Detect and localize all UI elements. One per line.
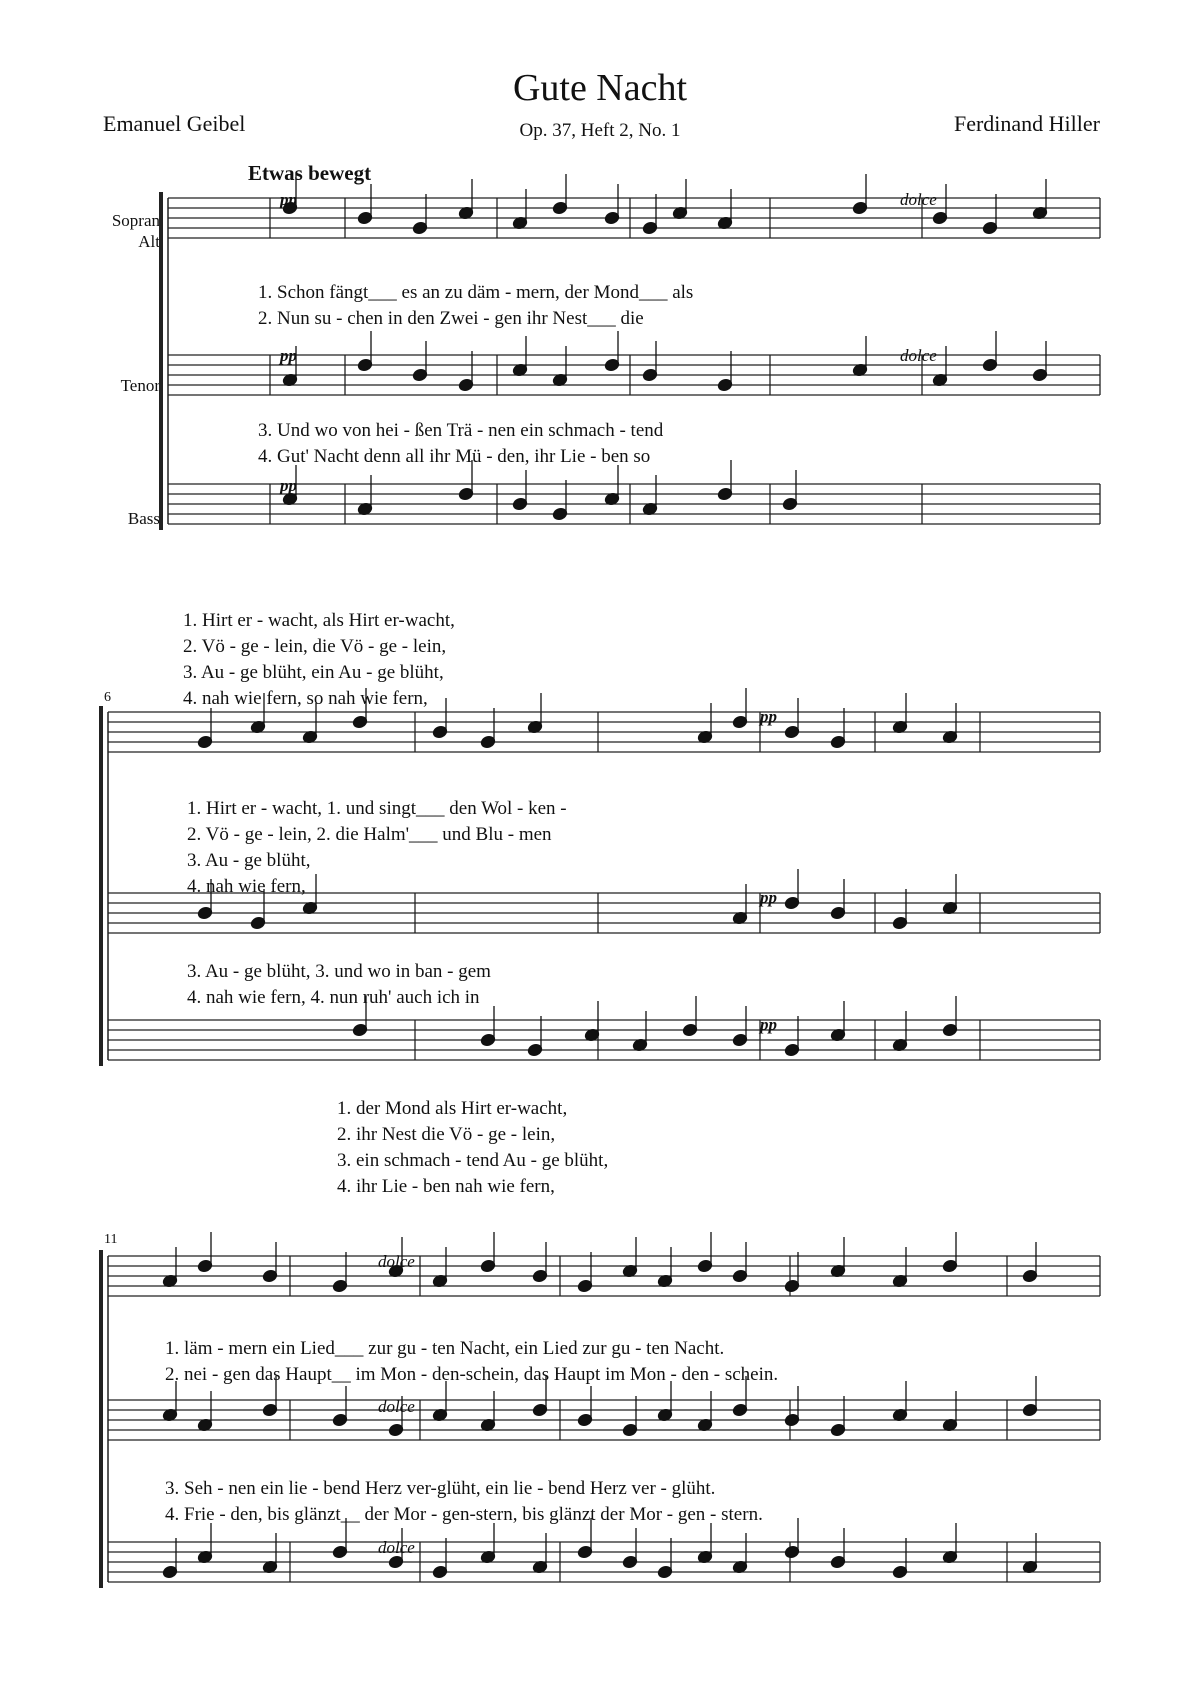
dynamic-pp-sa: pp bbox=[280, 190, 297, 209]
lyric-s2-sa-1: 1. Hirt er - wacht, 1. und singt___ den Wol - ken - bbox=[187, 798, 567, 819]
lyric-s2-tenor-2: 4. nah wie fern, 4. nun ruh' auch ich in bbox=[187, 987, 480, 1008]
lyric-s2-bass-3: 3. ein schmach - tend Au - ge blüht, bbox=[337, 1150, 609, 1171]
dynamic-dolce-s3-sa: dolce bbox=[378, 1252, 415, 1271]
dynamic-pp-bass: pp bbox=[280, 476, 297, 495]
lyric-s2-bass-4: 4. ihr Lie - ben nah wie fern, bbox=[337, 1176, 555, 1197]
lyric-s2-bass-1: 1. der Mond als Hirt er-wacht, bbox=[337, 1098, 568, 1119]
lyric-s2-above-1: 1. Hirt er - wacht, als Hirt er-wacht, bbox=[183, 610, 455, 631]
voice-label-soprano-alto-text: Sopran Alt bbox=[111, 211, 160, 251]
page-title: Gute Nacht bbox=[512, 67, 688, 109]
lyric-s1-sa-2: 2. Nun su - chen in den Zwei - gen ihr Nest___ die bbox=[258, 308, 644, 329]
lyric-s1-tenor-2: 4. Gut' Nacht denn all ihr Mü - den, ihr Lie - ben so bbox=[258, 446, 651, 467]
poet-name: Emanuel Geibel bbox=[103, 111, 246, 136]
tempo-marking: Etwas bewegt bbox=[248, 161, 372, 185]
lyric-s2-above-4: 4. nah wie fern, so nah wie fern, bbox=[183, 688, 428, 709]
lyric-s3-tenor-2: 4. Frie - den, bis glänzt__ der Mor - gen-stern, bis glänzt der Mor - gen - stern. bbox=[165, 1504, 763, 1525]
opus-subtitle: Op. 37, Heft 2, No. 1 bbox=[519, 120, 681, 141]
voice-label-bass: Bass bbox=[127, 509, 160, 528]
dynamic-pp-s2-tenor: pp bbox=[760, 888, 777, 907]
lyric-s2-tenor-1: 3. Au - ge blüht, 3. und wo in ban - gem bbox=[187, 961, 491, 982]
lyric-s1-tenor-1: 3. Und wo von hei - ßen Trä - nen ein schmach - tend bbox=[258, 420, 664, 441]
measure-number-6: 6 bbox=[104, 690, 111, 705]
dynamic-dolce-s3-bass: dolce bbox=[378, 1538, 415, 1557]
lyric-s1-sa-1: 1. Schon fängt___ es an zu däm - mern, der Mond___ als bbox=[258, 282, 694, 303]
lyric-s2-above-3: 3. Au - ge blüht, ein Au - ge blüht, bbox=[183, 662, 444, 683]
dynamic-pp-s2-sa: pp bbox=[760, 707, 777, 726]
voice-label-tenor: Tenor bbox=[120, 376, 160, 395]
lyric-s2-bass-2: 2. ihr Nest die Vö - ge - lein, bbox=[337, 1124, 556, 1145]
dynamic-dolce-sa: dolce bbox=[900, 190, 937, 209]
lyric-s3-sa-2: 2. nei - gen das Haupt__ im Mon - den-schein, das Haupt im Mon - den - schein. bbox=[165, 1364, 779, 1385]
lyric-s2-sa-3: 3. Au - ge blüht, bbox=[187, 850, 311, 871]
composer-name: Ferdinand Hiller bbox=[953, 111, 1100, 136]
lyric-s2-sa-4: 4. nah wie fern, bbox=[187, 876, 306, 897]
measure-number-11: 11 bbox=[104, 1232, 118, 1247]
lyric-s2-above-2: 2. Vö - ge - lein, die Vö - ge - lein, bbox=[183, 636, 447, 657]
lyric-s3-sa-1: 1. läm - mern ein Lied___ zur gu - ten Nacht, ein Lied zur gu - ten Nacht. bbox=[165, 1338, 725, 1359]
dynamic-dolce-s3-tenor: dolce bbox=[378, 1397, 415, 1416]
lyric-s2-sa-2: 2. Vö - ge - lein, 2. die Halm'___ und Blu - men bbox=[187, 824, 552, 845]
dynamic-pp-s2-bass: pp bbox=[760, 1015, 777, 1034]
lyric-s3-tenor-1: 3. Seh - nen ein lie - bend Herz ver-glüht, ein lie - bend Herz ver - glüht. bbox=[165, 1478, 716, 1499]
dynamic-pp-tenor: pp bbox=[280, 346, 297, 365]
dynamic-dolce-tenor: dolce bbox=[900, 346, 937, 365]
